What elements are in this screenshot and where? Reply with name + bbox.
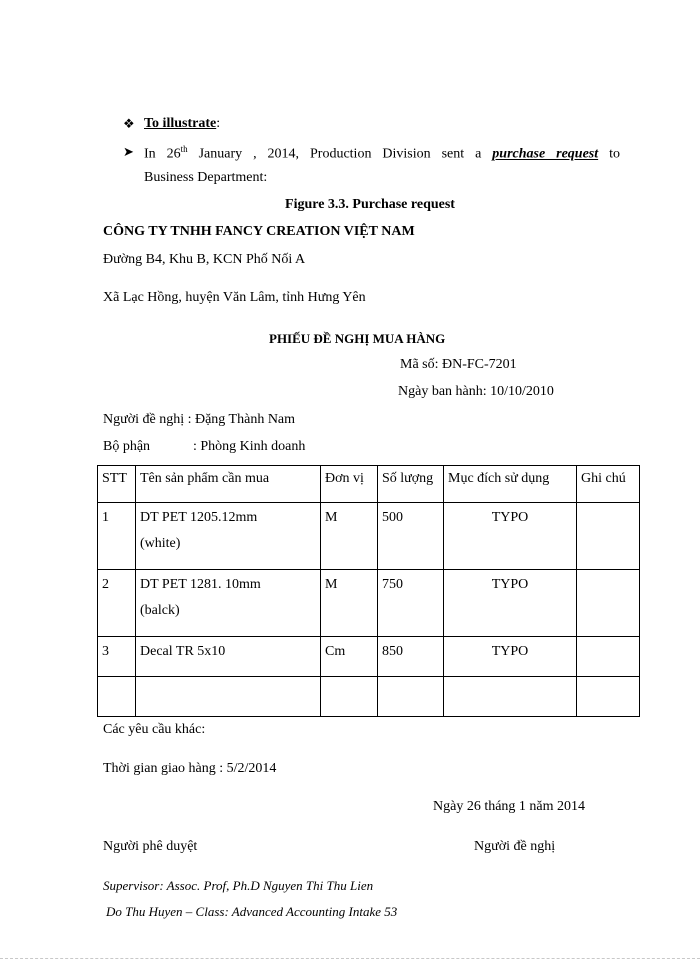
company-address-line1: Đường B4, Khu B, KCN Phố Nối A	[103, 252, 306, 267]
table-row: 3 Decal TR 5x10 Cm 850 TYPO	[98, 637, 640, 677]
header-unit: Đơn vị	[321, 466, 378, 503]
illustrate-heading: To illustrate:	[144, 116, 221, 131]
form-issue-date: Ngày ban hành: 10/10/2010	[398, 384, 554, 399]
date-line: Ngày 26 tháng 1 năm 2014	[433, 799, 586, 814]
delivery-time: Thời gian giao hàng : 5/2/2014	[103, 761, 277, 776]
requester-line: Người đề nghị : Đặng Thành Nam	[103, 412, 296, 427]
intro-paragraph-line1: In 26th January , 2014, Production Division sent a purchase request to	[144, 144, 620, 162]
header-stt: STT	[98, 466, 136, 503]
table-row-empty	[98, 677, 640, 717]
other-requests: Các yêu cầu khác:	[103, 722, 206, 737]
form-title: PHIẾU ĐỀ NGHỊ MUA HÀNG	[269, 331, 446, 346]
footer-student: Do Thu Huyen – Class: Advanced Accounting Intake 53	[106, 904, 398, 919]
table-header-row	[98, 466, 640, 503]
page-divider	[0, 958, 700, 959]
table-row: 1 DT PET 1205.12mm (white) M 500 TYPO	[98, 503, 640, 570]
table-row: 2 DT PET 1281. 10mm (balck) M 750 TYPO	[98, 570, 640, 637]
header-note: Ghi chú	[577, 466, 640, 503]
intro-paragraph-line2: Business Department:	[144, 170, 268, 185]
form-code: Mã số: ĐN-FC-7201	[400, 357, 517, 372]
purchase-request-table	[97, 465, 640, 717]
diamond-bullet-icon: ❖	[123, 116, 135, 131]
arrow-bullet-icon: ➤	[123, 144, 134, 159]
department-value: : Phòng Kinh doanh	[193, 439, 306, 454]
approver-label: Người phê duyệt	[103, 839, 198, 854]
purchase-request-emphasis: purchase request	[492, 146, 599, 162]
company-address-line2: Xã Lạc Hồng, huyện Văn Lâm, tỉnh Hưng Yên	[103, 290, 366, 305]
figure-caption: Figure 3.3. Purchase request	[285, 197, 455, 212]
header-quantity: Số lượng	[378, 466, 444, 503]
header-purpose: Mục đích sử dụng	[444, 466, 577, 503]
requester-sign-label: Người đề nghị	[474, 839, 556, 854]
footer-supervisor: Supervisor: Assoc. Prof, Ph.D Nguyen Thi Thu Lien	[103, 878, 374, 893]
header-product: Tên sản phẩm cần mua	[136, 466, 321, 503]
department-label: Bộ phận	[103, 439, 151, 454]
company-name: CÔNG TY TNHH FANCY CREATION VIỆT NAM	[103, 224, 415, 239]
